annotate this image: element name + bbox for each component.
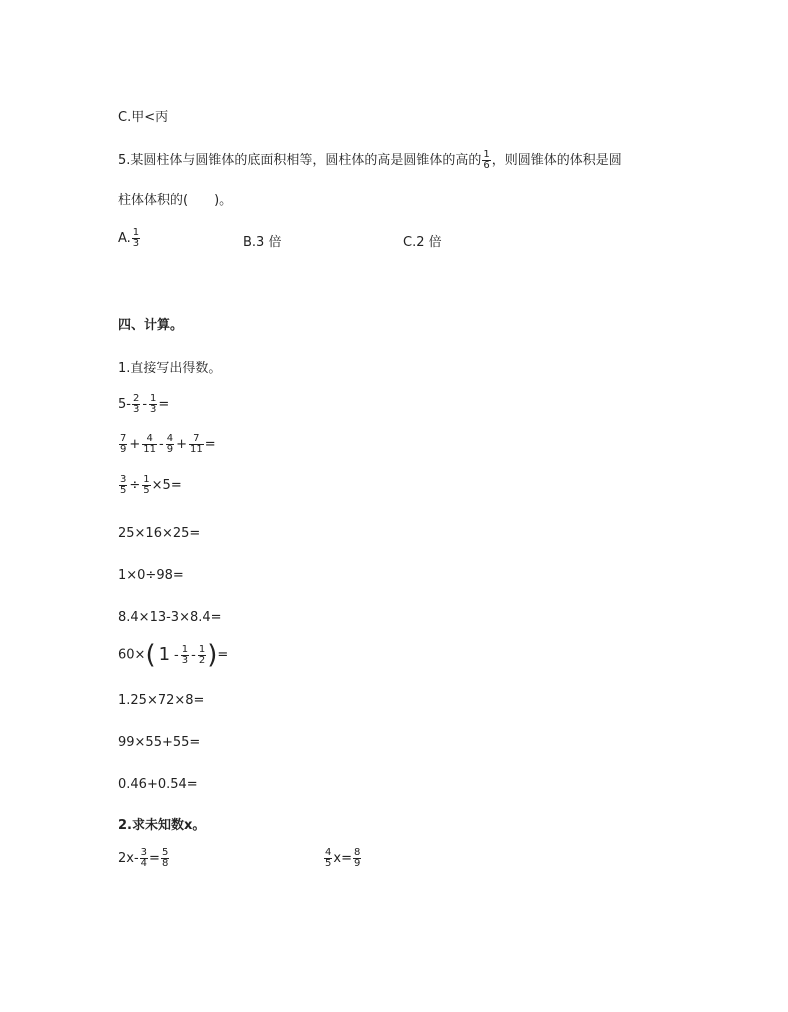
- fraction: $\frac{1}{3}$: [150, 393, 157, 415]
- equation-2: $\frac{4}{5}$ x= $\frac{8}{9}$: [325, 847, 361, 869]
- question-5-text-a: 5.某圆柱体与圆锥体的底面积相等，圆柱体的高是圆锥体的高的: [118, 153, 482, 168]
- expression-6: 8.4×13-3×8.4=: [118, 610, 222, 625]
- fraction: $\frac{4}{5}$: [325, 847, 332, 869]
- fraction: $\frac{5}{8}$: [161, 847, 169, 869]
- option-c-previous: C.甲<丙: [118, 110, 169, 125]
- section-heading: 四、计算。: [118, 318, 184, 333]
- fraction: $\frac{4}{11}$: [143, 433, 157, 455]
- expression-9: 99×55+55=: [118, 735, 201, 750]
- expression-1: 5- $\frac{2}{3}$ - $\frac{1}{3}$ =: [118, 393, 170, 415]
- fraction: $\frac{7}{9}$: [120, 433, 127, 455]
- fraction: $\frac{1}{6}$: [483, 149, 490, 171]
- option-c: C.2 倍: [403, 235, 442, 250]
- expression-8: 1.25×72×8=: [118, 693, 205, 708]
- fraction: $\frac{1}{2}$: [198, 643, 206, 666]
- question-5-text-b: ，则圆锥体的体积是圆: [491, 153, 622, 168]
- subsection-2-title: 2.求未知数x。: [118, 818, 206, 833]
- option-b: B.3 倍: [243, 235, 282, 250]
- subsection-1-title: 1.直接写出得数。: [118, 361, 222, 376]
- fraction: $\frac{4}{9}$: [166, 433, 174, 455]
- expression-7: 60×( 1 - $\frac{1}{3}$ - $\frac{1}{2}$ )=: [118, 640, 229, 670]
- fraction: $\frac{3}{4}$: [140, 847, 148, 869]
- option-a: [118, 228, 141, 249]
- expression-3: $\frac{3}{5}$ ÷ $\frac{1}{5}$ ×5=: [120, 474, 182, 496]
- fraction: $\frac{8}{9}$: [353, 847, 361, 869]
- fraction: $\frac{7}{11}$: [190, 433, 203, 455]
- question-5-line-1: [118, 150, 622, 171]
- equation-1: 2x- $\frac{3}{4}$ = $\frac{5}{8}$: [118, 847, 169, 869]
- expression-4: 25×16×25=: [118, 526, 201, 541]
- expression-2: $\frac{7}{9}$ + $\frac{4}{11}$ - $\frac{4}{9}$ + $\frac{7}{11}$ =: [120, 433, 216, 455]
- fraction: $\frac{3}{5}$: [120, 474, 127, 496]
- fraction: $\frac{1}{5}$: [143, 474, 150, 496]
- question-5-line-2: 柱体体积的( )。: [118, 193, 233, 208]
- fraction: $\frac{1}{3}$: [132, 227, 140, 249]
- fraction: $\frac{1}{3}$: [181, 643, 189, 666]
- expression-5: 1×0÷98=: [118, 568, 184, 583]
- expression-10: 0.46+0.54=: [118, 777, 198, 792]
- option-a-label: A.: [118, 231, 131, 246]
- fraction: $\frac{2}{3}$: [132, 393, 140, 415]
